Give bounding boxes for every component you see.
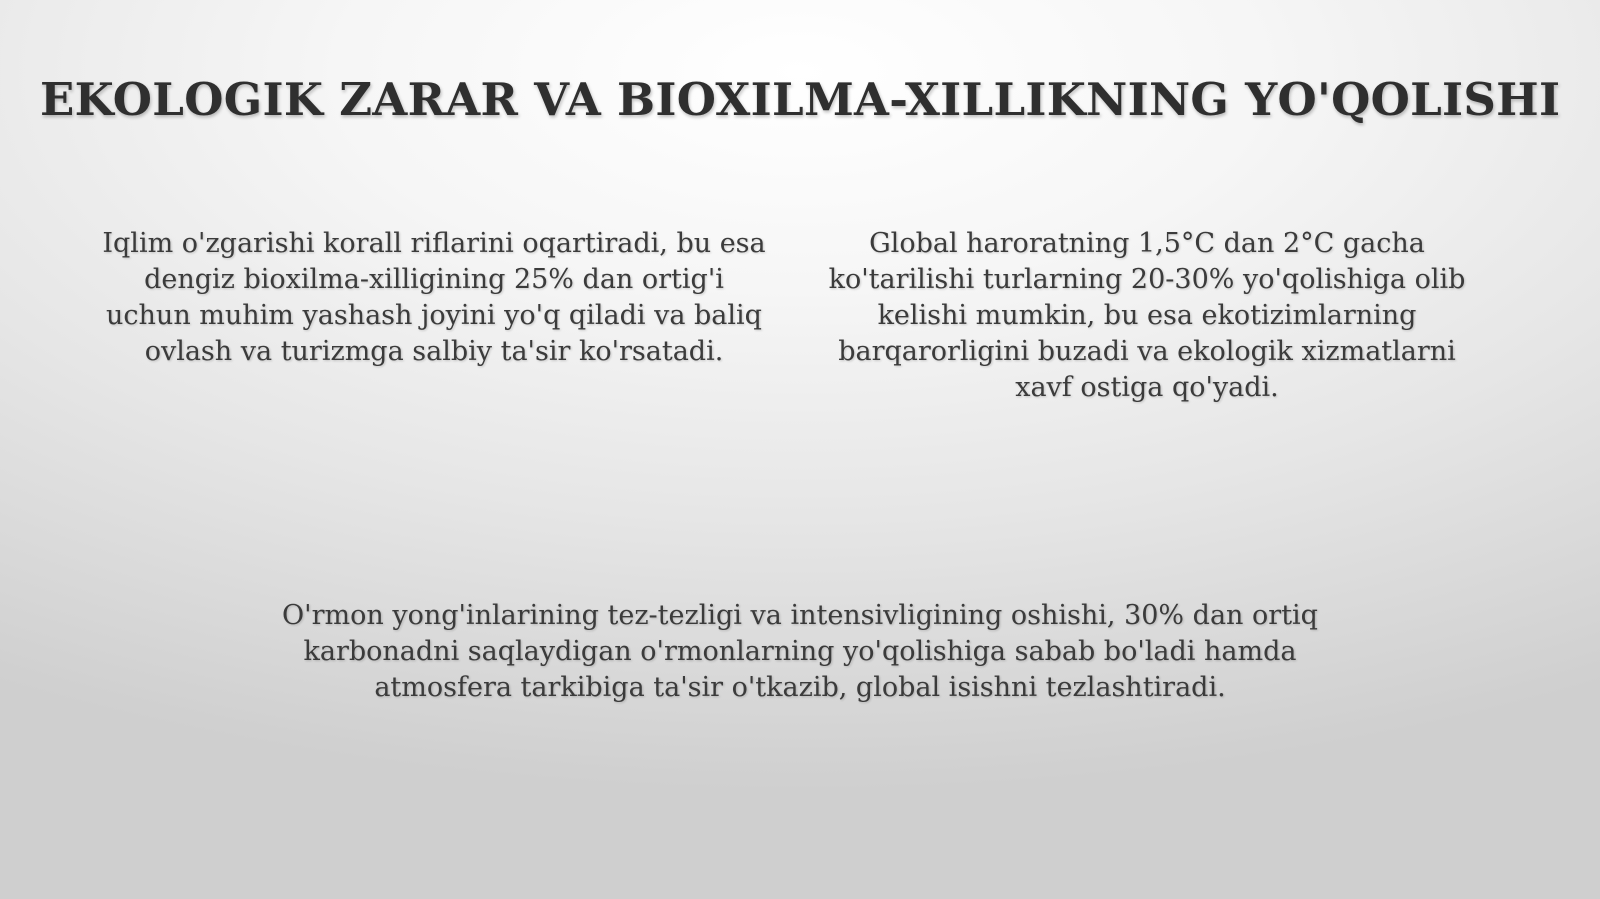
paragraph-forest-fires: O'rmon yong'inlarining tez-tezligi va intensivligining oshishi, 30% dan ortiq karbonadni saqlaydigan o'rmonlarning yo'qolishiga sabab bo'ladi hamda atmosfera tarkibiga ta'sir o'tkazib, global isishni tezlashtiradi. — [282, 600, 1318, 703]
paragraph-coral-reefs: Iqlim o'zgarishi korall riflarini oqartiradi, bu esa dengiz bioxilma-xilligining 25% dan ortig'i uchun muhim yashash joyini yo'q qiladi va baliq ovlash va turizmga salbiy ta'sir ko'rsatadi. — [102, 228, 766, 367]
paragraph-global-temperature: Global haroratning 1,5°C dan 2°C gacha ko'tarilishi turlarning 20-30% yo'qolishiga olib kelishi mumkin, bu esa ekotizimlarning barqarorligini buzadi va ekologik xizmatlarni xavf ostiga qo'yadi. — [828, 228, 1466, 403]
slide-title: EKOLOGIK ZARAR VA BIOXILMA-XILLIKNING YO'QOLISHI — [40, 73, 1561, 126]
